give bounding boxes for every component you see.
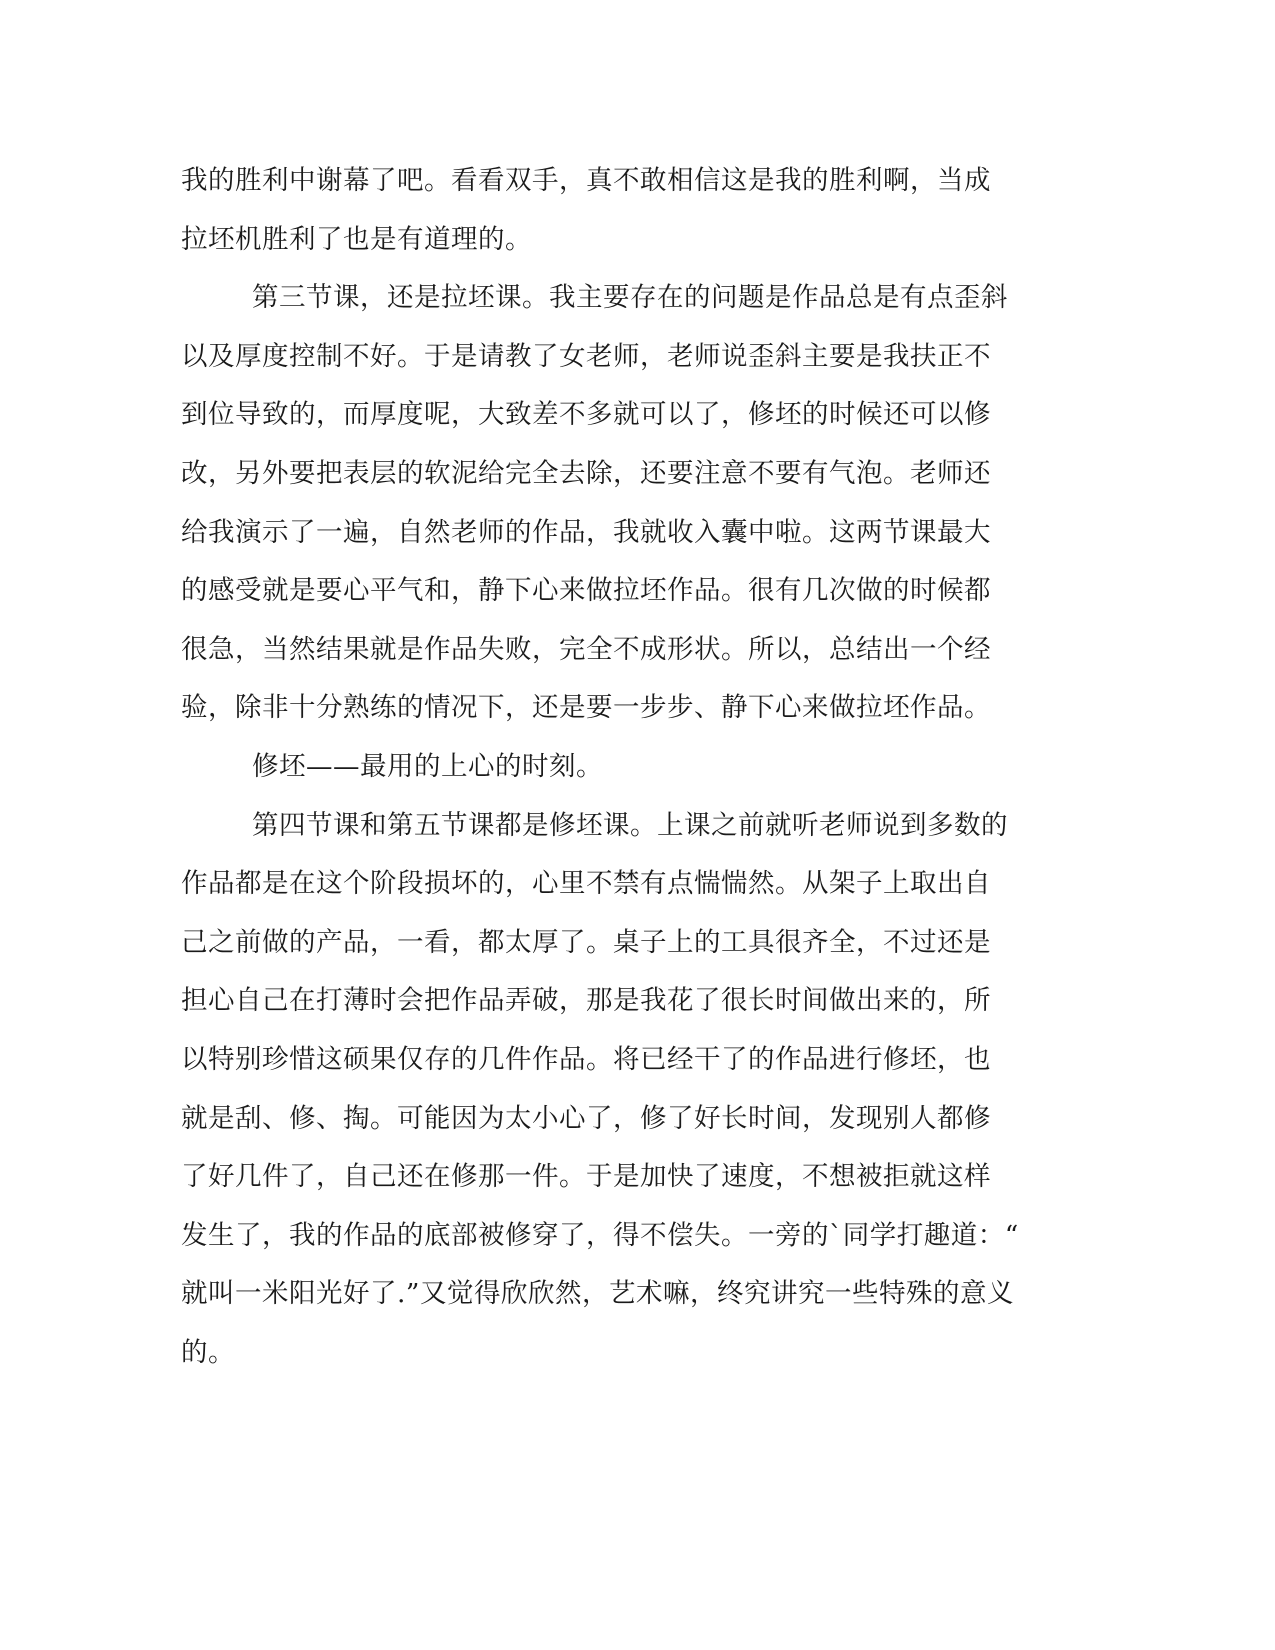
document-body [181,152,1041,1382]
text-line: 了好几件了，自己还在修那一件。于是加快了速度，不想被拒就这样 [181,1161,991,1193]
text-line: 给我演示了一遍，自然老师的作品，我就收入囊中啦。这两节课最大 [181,516,991,548]
text-line: 改，另外要把表层的软泥给完全去除，还要注意不要有气泡。老师还 [181,457,991,489]
text-line: 很急，当然结果就是作品失败，完全不成形状。所以，总结出一个经 [181,633,991,665]
text-line: 己之前做的产品，一看，都太厚了。桌子上的工具很齐全，不过还是 [181,926,991,958]
text-line: 就是刮、修、掏。可能因为太小心了，修了好长时间，发现别人都修 [181,1102,991,1134]
text-line: 就叫一米阳光好了.”又觉得欣欣然，艺术嘛，终究讲究一些特殊的意义 [181,1278,1014,1310]
text-line: 第三节课，还是拉坯课。我主要存在的问题是作品总是有点歪斜 [252,282,1008,314]
text-line: 到位导致的，而厚度呢，大致差不多就可以了，修坯的时候还可以修 [181,399,991,431]
text-line: 以特别珍惜这硕果仅存的几件作品。将已经干了的作品进行修坯，也 [181,1043,991,1075]
text-line: 发生了，我的作品的底部被修穿了，得不偿失。一旁的`同学打趣道：“ [181,1219,1019,1251]
text-line: 拉坯机胜利了也是有道理的。 [181,223,532,255]
text-line: 我的胜利中谢幕了吧。看看双手，真不敢相信这是我的胜利啊，当成 [181,165,991,196]
text-line: 的。 [181,1336,235,1368]
text-line: 的感受就是要心平气和，静下心来做拉坯作品。很有几次做的时候都 [181,575,991,607]
text-line: 第四节课和第五节课都是修坯课。上课之前就听老师说到多数的 [252,809,1008,841]
text-line: 作品都是在这个阶段损坏的，心里不禁有点惴惴然。从架子上取出自 [181,868,991,900]
text-line: 验，除非十分熟练的情况下，还是要一步步、静下心来做拉坯作品。 [181,692,991,724]
section-heading: 修坯——最用的上心的时刻。 [252,750,603,782]
text-line: 担心自己在打薄时会把作品弄破，那是我花了很长时间做出来的，所 [181,985,991,1017]
text-line: 以及厚度控制不好。于是请教了女老师，老师说歪斜主要是我扶正不 [181,340,991,372]
